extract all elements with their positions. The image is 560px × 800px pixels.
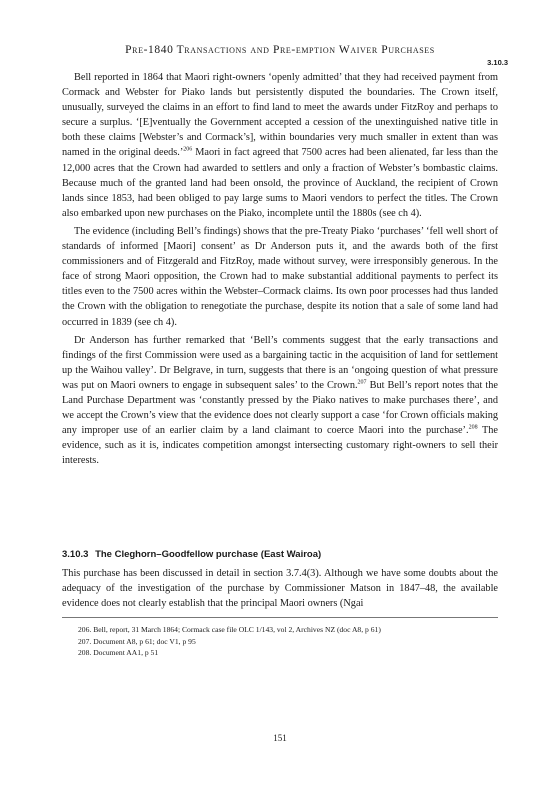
body-text [62,70,498,468]
page-number: 151 [273,733,287,743]
paragraph-2 [62,224,498,330]
section-paragraph: This purchase has been discussed in detail in section 3.7.4(3). Although we have some doubts about the adequacy of the investigation of the purchase by Commissioner Matson in 1847–48, the available evidence does not clearly establish that the principal Maori owners (Ngai [62,568,498,610]
paragraph-2-text: The evidence (including Bell’s findings) shows that the pre-Treaty Piako ‘purchases’ ‘fell well short of standards of informed [Maori] consent’ as Dr Anderson puts it, and the awards both of the first commissioners and of Fitzgerald and FitzRoy, made without survey, were irresponsibly generous. In the face of strong Maori opposition, the Crown had to make substantial additional payments to perfect its titles even to the 7500 acres within the Webster–Cormack claims. Its own poor processes had thus landed the Crown with the obligation to renegotiate the purchase, despite its notion that a sale of some land had occurred in 1839 (see ch 4). [62,225,498,328]
section-body [62,566,498,611]
section-heading [62,549,321,560]
footnote-206: 206. Bell, report, 31 March 1864; Cormack case file OLC 1/143, vol 2, Archives NZ (doc A8, p 61) [78,625,381,634]
footnote-208: 208. Document AA1, p 51 [78,648,159,657]
paragraph-3-text: Dr Anderson has further remarked that ‘Bell’s comments suggest that the early transactions and findings of the first Commission were used as a bargaining tactic in the acquisition of land for settlement up the Waihou valley’. Dr Belgrave, in turn, suggests that there is an ‘ongoing question of what pressure was put on Maori owners to engage in subsequent sales’ to the Crown. [62,334,498,391]
running-head: Pre-1840 Transactions and Pre-emption Waiver Purchases [125,44,435,56]
footnote-ref-207[interactable]: 207 [357,379,367,386]
paragraph-1 [62,70,498,221]
section-title: The Cleghorn–Goodfellow purchase (East Wairoa) [95,549,322,560]
section-number: 3.10.3 [62,549,89,560]
paragraph-1-text: Bell reported in 1864 that Maori right-owners ‘openly admitted’ that they had received payment from Cormack and Webster for Piako lands but persistently disputed the boundaries. The Crown itself, unusually, surveyed the claims in an effort to find land to meet the awards under FitzRoy and perhaps to secure a surplus. ‘[E]ventually the Government accepted a cession of the unextinguished native title in both these claims [Webster’s and Cormack’s], within boundaries very much smaller in extent than was named in the original deeds.’ [62,72,498,159]
paragraph-1-text-cont: Maori in fact agreed that 7500 acres had been alienated, far less than the 12,000 acres that the Crown had awarded to settlers and only a fraction of Webster’s bombastic claims. Because much of the granted land had been onsold, the province of Auckland, the recipient of Crown lands since 1853, had been obliged to pay large sums to Maori vendors to perfect the titles. The Crown also embarked upon new purchases on the Piako, incomplete until the 1880s (see ch 4). [62,147,498,219]
paragraph-3-text-cont: But Bell’s report notes that the Land Purchase Department was ‘constantly pressed by the Piako natives to make purchases there’, and we accept the Crown’s view that the evidence does not clearly support a case ‘for Crown officials making any improper use of an earlier claim by a land claimant to coerce Maori into the purchase’. [62,379,498,437]
section-reference: 3.10.3 [487,58,508,67]
paragraph-3 [62,333,498,469]
footnotes [62,624,498,659]
footnote-ref-206[interactable]: 206 [183,147,193,154]
paragraph-3-text-end: The evidence, such as it is, indicates competition amongst intersecting customary right-owners to sell their interests. [62,425,498,467]
footnote-207: 207. Document A8, p 61; doc V1, p 95 [78,636,196,646]
footnote-rule [62,617,498,618]
footnote-ref-208[interactable]: 208 [468,424,478,431]
